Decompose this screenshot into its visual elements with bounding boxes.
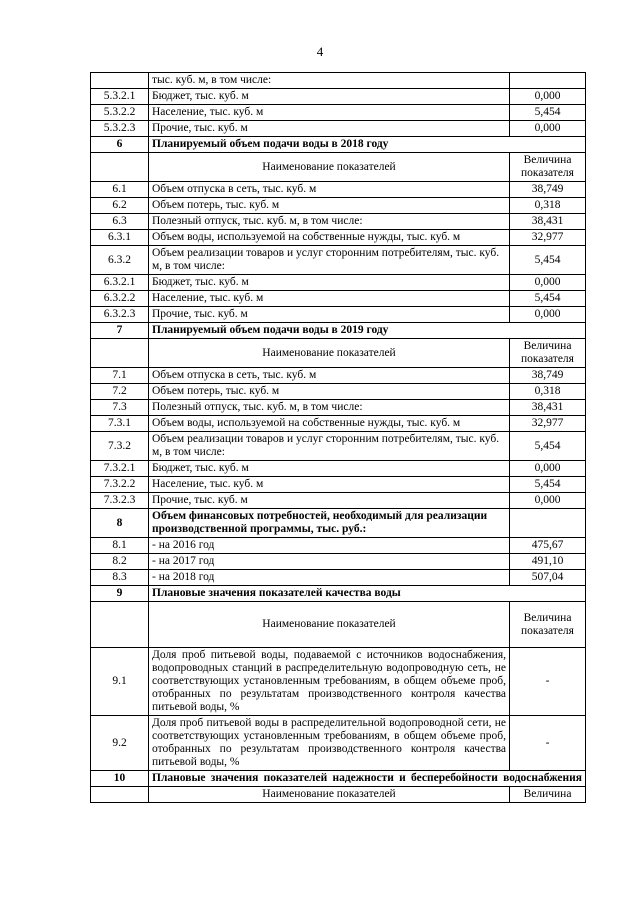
row-value: 0,000 [510, 307, 586, 323]
row-name: - на 2018 год [149, 570, 510, 586]
table-row [91, 198, 586, 214]
row-number: 7.1 [91, 368, 149, 384]
row-value: 0,000 [510, 493, 586, 509]
row-value: 0,318 [510, 384, 586, 400]
row-name: Объем потерь, тыс. куб. м [149, 198, 510, 214]
section-title: Планируемый объем подачи воды в 2018 году [149, 137, 586, 153]
row-name: Объем воды, используемой на собственные нужды, тыс. куб. м [149, 416, 510, 432]
table-row [91, 384, 586, 400]
row-name: Полезный отпуск, тыс. куб. м, в том числе: [149, 214, 510, 230]
section-title: Объем финансовых потребностей, необходимый для реализации производственной программы, тыс. руб.: [149, 509, 510, 538]
column-header-value: Величина показателя [510, 339, 586, 368]
header-number-cell [91, 602, 149, 648]
column-header-value: Величина показателя [510, 602, 586, 648]
table-row [91, 275, 586, 291]
row-number: 6.1 [91, 182, 149, 198]
row-name: Объем воды, используемой на собственные нужды, тыс. куб. м [149, 230, 510, 246]
section-title: Плановые значения показателей качества воды [149, 586, 586, 602]
table-row [91, 648, 586, 716]
table-row [91, 400, 586, 416]
row-name: Прочие, тыс. куб. м [149, 121, 510, 137]
row-value: 5,454 [510, 432, 586, 461]
table-row [91, 182, 586, 198]
row-number: 7.3.2 [91, 432, 149, 461]
column-header-name: Наименование показателей [149, 787, 510, 803]
indicators-table [90, 72, 586, 803]
column-header-row [91, 602, 586, 648]
row-name: Бюджет, тыс. куб. м [149, 89, 510, 105]
row-number: 6.3 [91, 214, 149, 230]
row-value: - [510, 648, 586, 716]
row-value: 0,000 [510, 121, 586, 137]
column-header-name: Наименование показателей [149, 602, 510, 648]
section-number: 7 [91, 323, 149, 339]
section-number: 6 [91, 137, 149, 153]
row-value: 0,000 [510, 275, 586, 291]
table-row [91, 554, 586, 570]
row-value: 38,431 [510, 214, 586, 230]
row-number: 9.1 [91, 648, 149, 716]
section-row [91, 323, 586, 339]
row-number: 8.2 [91, 554, 149, 570]
row-value: 491,10 [510, 554, 586, 570]
table-row [91, 73, 586, 89]
row-number: 7.3.1 [91, 416, 149, 432]
row-value: 38,749 [510, 368, 586, 384]
row-name: - на 2017 год [149, 554, 510, 570]
row-number: 6.3.2.3 [91, 307, 149, 323]
row-number: 6.3.2 [91, 246, 149, 275]
section-value [510, 509, 586, 538]
table-row [91, 291, 586, 307]
row-number: 8.1 [91, 538, 149, 554]
row-number: 7.3 [91, 400, 149, 416]
row-number: 5.3.2.2 [91, 105, 149, 121]
table-row [91, 89, 586, 105]
header-number-cell [91, 339, 149, 368]
section-row [91, 137, 586, 153]
row-name: Объем отпуска в сеть, тыс. куб. м [149, 368, 510, 384]
section-row [91, 509, 586, 538]
column-header-row [91, 787, 586, 803]
table-row [91, 230, 586, 246]
row-number: 7.2 [91, 384, 149, 400]
row-value: - [510, 716, 586, 771]
row-name: Объем отпуска в сеть, тыс. куб. м [149, 182, 510, 198]
row-value: 5,454 [510, 291, 586, 307]
row-value: 507,04 [510, 570, 586, 586]
row-name: Бюджет, тыс. куб. м [149, 461, 510, 477]
row-number: 5.3.2.3 [91, 121, 149, 137]
section-number: 8 [91, 509, 149, 538]
row-value: 0,000 [510, 461, 586, 477]
row-value: 5,454 [510, 105, 586, 121]
column-header-row [91, 339, 586, 368]
row-number: 6.2 [91, 198, 149, 214]
row-value [510, 73, 586, 89]
row-number: 7.3.2.3 [91, 493, 149, 509]
table-row [91, 477, 586, 493]
table-row [91, 570, 586, 586]
section-title: Плановые значения показателей надежности и бесперебойности водоснабжения [149, 771, 586, 787]
row-name: Объем реализации товаров и услуг сторонним потребителям, тыс. куб. м, в том числе: [149, 432, 510, 461]
row-value: 0,318 [510, 198, 586, 214]
column-header-name: Наименование показателей [149, 339, 510, 368]
column-header-value: Величина [510, 787, 586, 803]
section-row [91, 771, 586, 787]
row-name: Бюджет, тыс. куб. м [149, 275, 510, 291]
row-number: 6.3.2.1 [91, 275, 149, 291]
table-row [91, 214, 586, 230]
table-row [91, 416, 586, 432]
row-name: тыс. куб. м, в том числе: [149, 73, 510, 89]
table-row [91, 716, 586, 771]
column-header-value: Величина показателя [510, 153, 586, 182]
row-number: 5.3.2.1 [91, 89, 149, 105]
table-row [91, 121, 586, 137]
table-row [91, 307, 586, 323]
row-name: Население, тыс. куб. м [149, 477, 510, 493]
row-value: 5,454 [510, 477, 586, 493]
row-name: - на 2016 год [149, 538, 510, 554]
table-row [91, 105, 586, 121]
row-name: Объем потерь, тыс. куб. м [149, 384, 510, 400]
row-name: Объем реализации товаров и услуг сторонним потребителям, тыс. куб. м, в том числе: [149, 246, 510, 275]
row-name: Прочие, тыс. куб. м [149, 307, 510, 323]
section-title: Планируемый объем подачи воды в 2019 году [149, 323, 586, 339]
row-value: 32,977 [510, 416, 586, 432]
row-name: Население, тыс. куб. м [149, 105, 510, 121]
row-name: Доля проб питьевой воды в распределительной водопроводной сети, не соответствующих установленным требованиям, в общем объеме проб, отобранных по результатам производственного контроля качества питьевой воды, % [149, 716, 510, 771]
column-header-row [91, 153, 586, 182]
table-row [91, 538, 586, 554]
section-number: 9 [91, 586, 149, 602]
table-row [91, 461, 586, 477]
row-name: Население, тыс. куб. м [149, 291, 510, 307]
row-number: 7.3.2.2 [91, 477, 149, 493]
row-value: 38,431 [510, 400, 586, 416]
row-number: 8.3 [91, 570, 149, 586]
section-row [91, 586, 586, 602]
table-row [91, 493, 586, 509]
row-number [91, 73, 149, 89]
row-value: 5,454 [510, 246, 586, 275]
table-row [91, 368, 586, 384]
row-name: Прочие, тыс. куб. м [149, 493, 510, 509]
row-value: 32,977 [510, 230, 586, 246]
table-row [91, 246, 586, 275]
header-number-cell [91, 787, 149, 803]
column-header-name: Наименование показателей [149, 153, 510, 182]
page-number: 4 [316, 44, 324, 59]
row-number: 7.3.2.1 [91, 461, 149, 477]
header-number-cell [91, 153, 149, 182]
row-number: 6.3.1 [91, 230, 149, 246]
row-value: 0,000 [510, 89, 586, 105]
row-name: Полезный отпуск, тыс. куб. м, в том числе: [149, 400, 510, 416]
row-value: 38,749 [510, 182, 586, 198]
row-number: 6.3.2.2 [91, 291, 149, 307]
table-row [91, 432, 586, 461]
row-value: 475,67 [510, 538, 586, 554]
row-number: 9.2 [91, 716, 149, 771]
row-name: Доля проб питьевой воды, подаваемой с источников водоснабжения, водопроводных станций в распределительную водопроводную сеть, не соответствующих установленным требованиям, в общем объеме проб, отобранных по результатам производственного контроля качества питьевой воды, % [149, 648, 510, 716]
section-number: 10 [91, 771, 149, 787]
